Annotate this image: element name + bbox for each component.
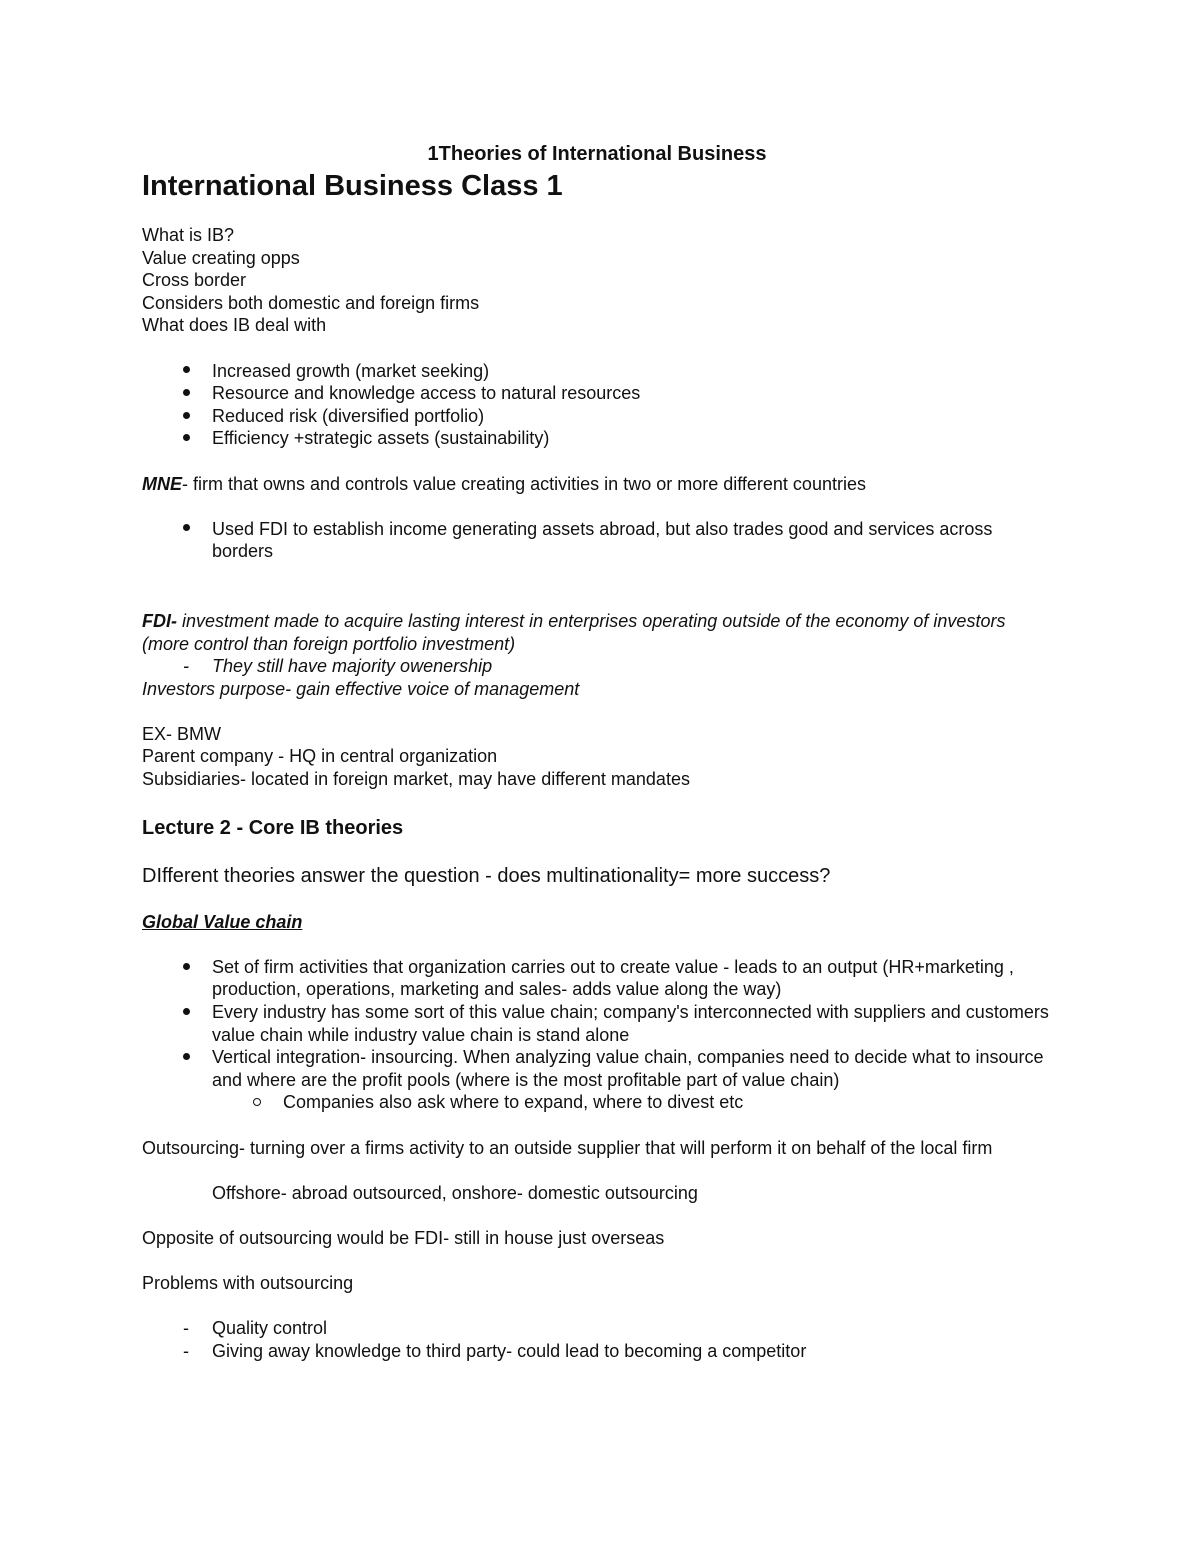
example-line: EX- BMW (142, 723, 221, 744)
intro-line: Cross border (142, 270, 247, 291)
spacer (142, 450, 1052, 473)
list-item: Increased growth (market seeking) (142, 360, 1052, 383)
intro-line: Considers both domestic and foreign firms (142, 292, 480, 313)
mne-definition (142, 473, 1052, 496)
fdi-term: FDI- (142, 610, 177, 631)
list-item: Used FDI to establish income generating assets abroad, but also trades good and services across borders (142, 518, 1052, 563)
sub-bullet-icon (247, 1091, 267, 1114)
spacer (142, 1295, 1052, 1318)
mne-list (142, 518, 1052, 563)
dash-icon (176, 1340, 196, 1363)
fdi-list (142, 655, 1052, 678)
gvc-list (142, 956, 1052, 1114)
bullet-icon (176, 405, 196, 428)
bullet-icon (176, 382, 196, 405)
bullet-icon (176, 956, 196, 979)
document-page (142, 140, 1052, 1363)
investors-purpose: Investors purpose- gain effective voice of management (142, 678, 580, 699)
list-item: Set of firm activities that organization carries out to create value - leads to an output (HR+marketing , production, operations, marketing and sales- adds value along the way) (142, 956, 1052, 1001)
spacer (142, 1159, 1052, 1182)
spacer (142, 1114, 1052, 1137)
spacer (142, 1204, 1052, 1227)
list-item: Companies also ask where to expand, where to divest etc (142, 1091, 1052, 1114)
list-item: Every industry has some sort of this value chain; company's interconnected with suppliers and customers value chain while industry value chain is stand alone (142, 1001, 1052, 1046)
dash-icon (176, 1317, 196, 1340)
spacer (142, 563, 1052, 610)
problems-heading: Problems with outsourcing (142, 1273, 354, 1294)
lecture2-title: Lecture 2 - Core IB theories (142, 816, 404, 839)
document-header-title: 1Theories of International Business (427, 143, 767, 165)
offshore-line: Offshore- abroad outsourced, onshore- domestic outsourcing (212, 1182, 698, 1203)
example-line: Subsidiaries- located in foreign market, may have different mandates (142, 769, 690, 790)
spacer (142, 495, 1052, 518)
bullet-icon (176, 1046, 196, 1069)
outsourcing-definition: Outsourcing- turning over a firms activity to an outside supplier that will perform it on behalf of the local firm (142, 1137, 993, 1158)
bullet-icon (176, 1001, 196, 1024)
example-line: Parent company - HQ in central organization (142, 746, 498, 767)
class-title: International Business Class 1 (142, 170, 563, 202)
list-item: Resource and knowledge access to natural resources (142, 382, 1052, 405)
spacer (142, 889, 1052, 911)
list-item: - Giving away knowledge to third party- could lead to becoming a competitor (142, 1340, 1052, 1363)
intro-line: What is IB? (142, 225, 235, 245)
mne-term: MNE (142, 473, 182, 494)
intro-line: Value creating opps (142, 247, 300, 268)
spacer (142, 841, 1052, 863)
bullet-icon (176, 427, 196, 450)
fdi-def-text: investment made to acquire lasting interest in enterprises operating outside of the economy of investors (more control than foreign portfolio investment) (142, 610, 1006, 654)
intro-line: What does IB deal with (142, 315, 327, 336)
spacer (142, 791, 1052, 815)
spacer (142, 337, 1052, 360)
bullet-icon (176, 518, 196, 541)
lecture2-question: DIfferent theories answer the question - does multinationality= more success? (142, 864, 831, 887)
list-item: Reduced risk (diversified portfolio) (142, 405, 1052, 428)
fdi-definition (142, 610, 1052, 655)
dash-icon (176, 655, 196, 678)
gvc-heading: Global Value chain (142, 911, 303, 932)
list-item: Vertical integration- insourcing. When analyzing value chain, companies need to decide what to insource and where are the profit pools (where is the most profitable part of value chain) (142, 1046, 1052, 1091)
problems-list (142, 1317, 1052, 1362)
mne-def-text: - firm that owns and controls value creating activities in two or more different countries (182, 473, 866, 494)
spacer (142, 700, 1052, 723)
spacer (142, 933, 1052, 956)
opposite-line: Opposite of outsourcing would be FDI- still in house just overseas (142, 1227, 665, 1248)
bullet-icon (176, 360, 196, 383)
spacer (142, 1250, 1052, 1273)
list-item: - Quality control (142, 1317, 1052, 1340)
list-item: Efficiency +strategic assets (sustainability) (142, 427, 1052, 450)
ib-deals-list (142, 360, 1052, 450)
spacer (142, 204, 1052, 224)
list-item: - They still have majority owenership (142, 655, 1052, 678)
